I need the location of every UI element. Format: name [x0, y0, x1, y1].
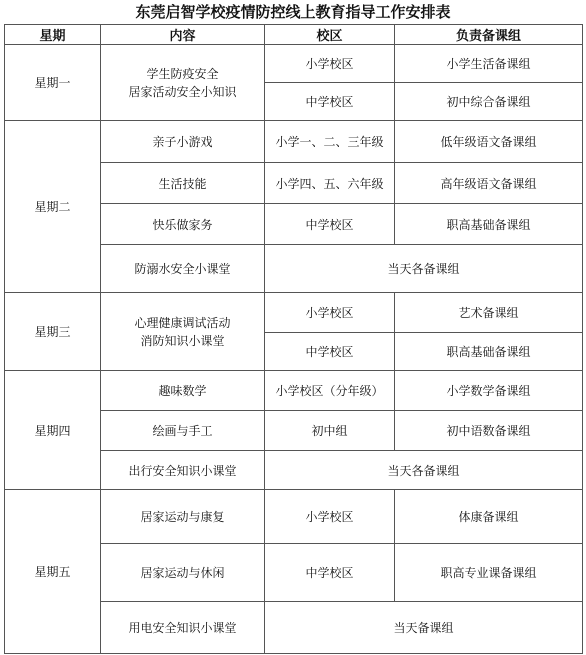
- content-cell: 居家运动与康复: [101, 490, 265, 544]
- group-cell: 当天各备课组: [265, 451, 583, 490]
- content-cell: 用电安全知识小课堂: [101, 602, 265, 654]
- group-cell: 初中综合备课组: [395, 83, 583, 121]
- group-cell: 高年级语文备课组: [395, 163, 583, 204]
- group-cell: 初中语数备课组: [395, 411, 583, 451]
- table-row: [5, 121, 583, 163]
- campus-cell: 小学校区: [265, 293, 395, 333]
- table-row: [5, 293, 583, 333]
- day-cell-thursday: 星期四: [5, 371, 101, 490]
- campus-cell: 中学校区: [265, 333, 395, 371]
- group-cell: 体康备课组: [395, 490, 583, 544]
- group-cell: 小学生活备课组: [395, 45, 583, 83]
- table-row: [5, 45, 583, 83]
- campus-cell: 小学校区: [265, 45, 395, 83]
- campus-cell: 中学校区: [265, 544, 395, 602]
- day-cell-tuesday: 星期二: [5, 121, 101, 293]
- campus-cell: 小学四、五、六年级: [265, 163, 395, 204]
- content-cell: 出行安全知识小课堂: [101, 451, 265, 490]
- campus-cell: 小学校区（分年级）: [265, 371, 395, 411]
- group-cell: 当天各备课组: [265, 245, 583, 293]
- campus-cell: 中学校区: [265, 83, 395, 121]
- schedule-table: [4, 24, 583, 654]
- content-line: 心理健康调试活动: [134, 315, 231, 330]
- campus-cell: 中学校区: [265, 204, 395, 245]
- campus-cell: 小学校区: [265, 490, 395, 544]
- group-cell: 小学数学备课组: [395, 371, 583, 411]
- content-line: 居家活动安全小知识: [128, 84, 237, 99]
- content-cell: [101, 293, 265, 371]
- group-cell: 当天备课组: [265, 602, 583, 654]
- content-cell: 生活技能: [101, 163, 265, 204]
- page-title: 东莞启智学校疫情防控线上教育指导工作安排表: [135, 3, 451, 21]
- campus-cell: 小学一、二、三年级: [265, 121, 395, 163]
- group-cell: 艺术备课组: [395, 293, 583, 333]
- table-row: [5, 490, 583, 544]
- day-cell-wednesday: 星期三: [5, 293, 101, 371]
- content-cell: 趣味数学: [101, 371, 265, 411]
- group-cell: 职高专业课备课组: [395, 544, 583, 602]
- content-cell: [101, 45, 265, 121]
- group-cell: 职高基础备课组: [395, 204, 583, 245]
- group-cell: 低年级语文备课组: [395, 121, 583, 163]
- table-header-row: [5, 25, 583, 45]
- header-campus: 校区: [265, 25, 395, 45]
- content-cell: 防溺水安全小课堂: [101, 245, 265, 293]
- campus-cell: 初中组: [265, 411, 395, 451]
- table-row: [5, 371, 583, 411]
- group-cell: 职高基础备课组: [395, 333, 583, 371]
- content-line: 消防知识小课堂: [140, 333, 225, 348]
- header-day: 星期: [5, 25, 101, 45]
- content-cell: 居家运动与休闲: [101, 544, 265, 602]
- content-cell: 亲子小游戏: [101, 121, 265, 163]
- header-group: 负责备课组: [395, 25, 583, 45]
- header-content: 内容: [101, 25, 265, 45]
- content-cell: 绘画与手工: [101, 411, 265, 451]
- day-cell-friday: 星期五: [5, 490, 101, 654]
- day-cell-monday: 星期一: [5, 45, 101, 121]
- content-cell: 快乐做家务: [101, 204, 265, 245]
- content-line: 学生防疫安全: [146, 66, 219, 81]
